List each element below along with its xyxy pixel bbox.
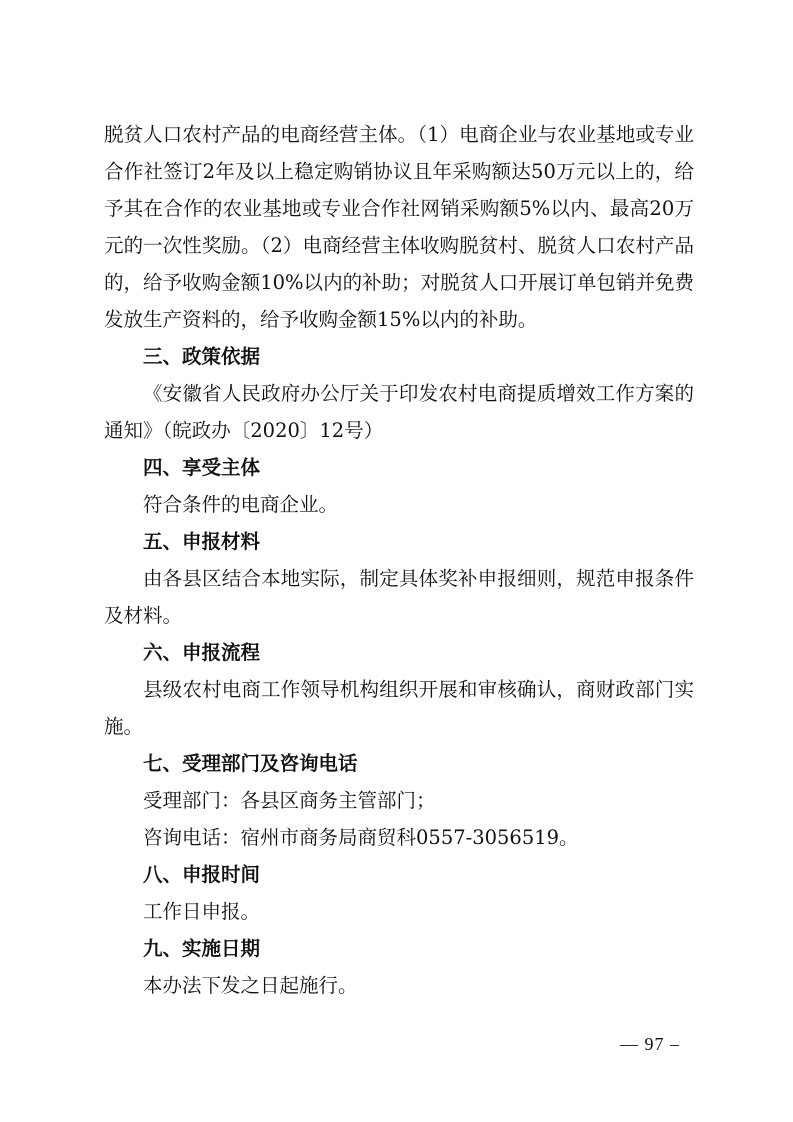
section-policy-basis [104,338,694,449]
section-paragraph: 由各县区结合本地实际，制定具体奖补申报细则，规范申报条件及材料。 [104,567,694,627]
section-paragraph: 工作日申报。 [143,900,261,923]
section-department-contact [104,745,694,856]
section-paragraph: 本办法下发之日起施行。 [143,974,358,997]
section-heading: 六、申报流程 [143,641,261,664]
section-paragraph: 受理部门：各县区商务主管部门； [143,789,436,812]
intro-paragraph: 脱贫人口农村产品的电商经营主体。（1）电商企业与农业基地或专业合作社签订2年及以上稳定购销协议且年采购额达50万元以上的，给予其在合作的农业基地或专业合作社网销采购额5%以内、最高20万元的一次性奖励。（2）电商经营主体收购脱贫村、脱贫人口农村产品的，给予收购金额10%以内的补助；对脱贫人口开展订单包销并免费发放生产资料的，给予收购金额15%以内的补助。 [104,123,694,331]
section-paragraph: 《安徽省人民政府办公厅关于印发农村电商提质增效工作方案的通知》（皖政办〔2020〕12号） [104,382,694,442]
section-heading: 四、享受主体 [143,456,261,479]
section-application-process [104,634,694,745]
page-number: — 97 – [620,1034,680,1054]
section-eligible-entity [104,449,694,523]
section-paragraph: 咨询电话：宿州市商务局商贸科0557-3056519。 [143,826,579,849]
section-heading: 五、申报材料 [143,530,261,553]
document-body [104,116,694,1004]
section-paragraph: 符合条件的电商企业。 [143,493,339,516]
section-application-materials [104,523,694,634]
section-heading: 八、申报时间 [143,863,261,886]
section-application-time [104,856,694,930]
section-heading: 九、实施日期 [143,937,261,960]
section-effective-date [104,930,694,1004]
section-paragraph: 县级农村电商工作领导机构组织开展和审核确认，商财政部门实施。 [104,678,694,738]
section-heading: 三、政策依据 [143,345,261,368]
section-heading: 七、受理部门及咨询电话 [143,752,358,775]
